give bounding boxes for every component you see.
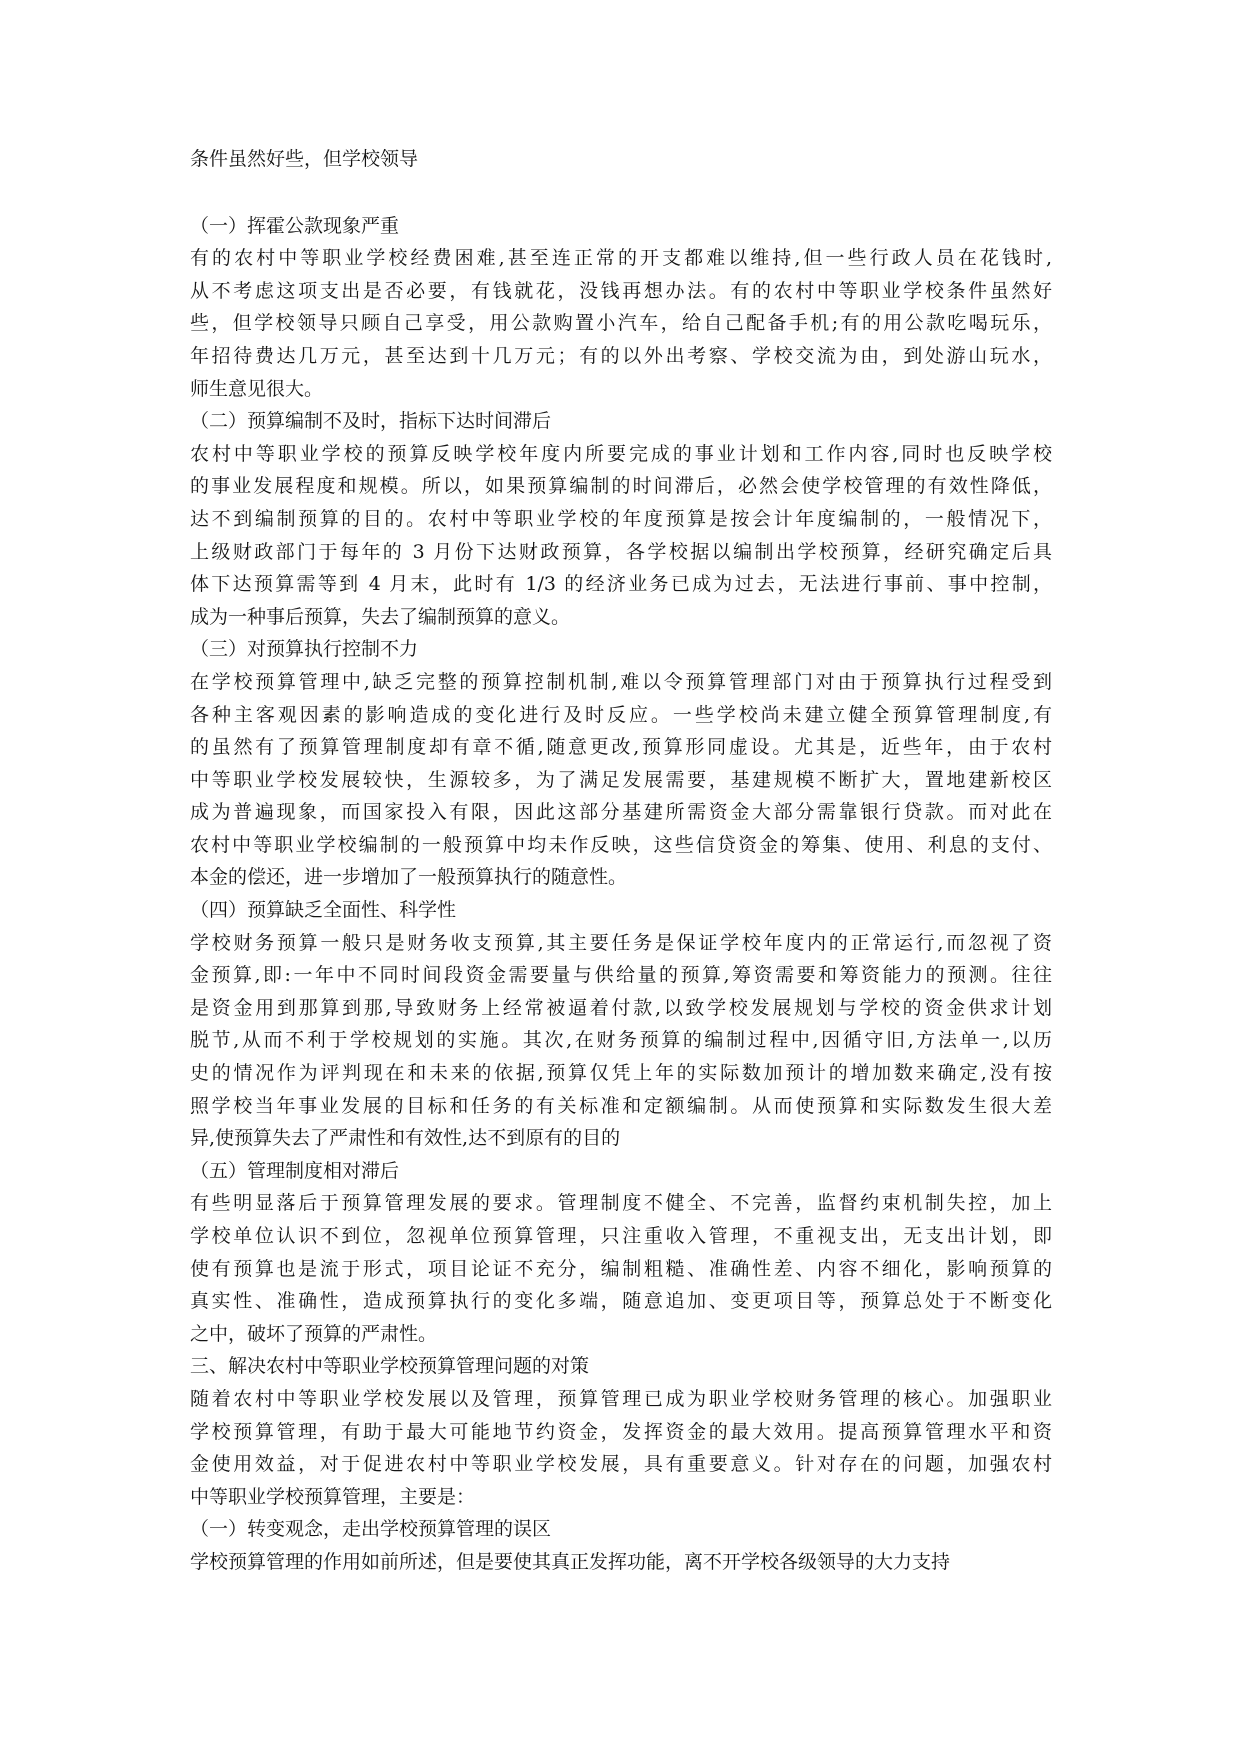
paragraph [190,927,1052,1155]
paragraph [190,1383,1052,1513]
paragraph-line: 师生意见很大。 [190,377,324,400]
paragraph-line: 随着农村中等职业学校发展以及管理，预算管理已成为职业学校财务管理的核心。加强职业 [190,1387,1052,1410]
paragraph-line: 学校财务预算一般只是财务收支预算,其主要任务是保证学校年度内的正常运行,而忽视了资 [190,931,1052,954]
section-heading: （三）对预算执行控制不力 [190,638,419,661]
paragraph-line: 上级财政部门于每年的 3 月份下达财政预算，各学校据以编制出学校预算，经研究确定后具 [190,540,1052,563]
paragraph-line: 照学校当年事业发展的目标和任务的有关标准和定额编制。从而使预算和实际数发生很大差 [190,1094,1052,1117]
paragraph-line: 成为一种事后预算，失去了编制预算的意义。 [190,605,571,628]
paragraph [190,666,1052,894]
paragraph-line: 从不考虑这项支出是否必要，有钱就花，没钱再想办法。有的农村中等职业学校条件虽然好 [190,279,1052,302]
paragraph-line: 各种主客观因素的影响造成的变化进行及时反应。一些学校尚未建立健全预算管理制度,有 [190,703,1052,726]
paragraph-line: 的虽然有了预算管理制度却有章不循,随意更改,预算形同虚设。尤其是，近些年，由于农村 [190,736,1052,759]
spacer [190,176,1052,210]
paragraph-line: 有的农村中等职业学校经费困难,甚至连正常的开支都难以维持,但一些行政人员在花钱时, [190,247,1052,270]
paragraph-line: 金使用效益，对于促进农村中等职业学校发展，具有重要意义。针对存在的问题，加强农村 [190,1453,1052,1476]
paragraph-line: 学校预算管理的作用如前所述，但是要使其真正发挥功能，离不开学校各级领导的大力支持 [190,1550,951,1573]
section-heading: （四）预算缺乏全面性、科学性 [190,899,457,922]
paragraph-line: 农村中等职业学校的预算反映学校年度内所要完成的事业计划和工作内容,同时也反映学校 [190,442,1052,465]
section-heading: （一）转变观念，走出学校预算管理的误区 [190,1518,552,1541]
section-heading: （五）管理制度相对滞后 [190,1159,400,1182]
paragraph-line: 的事业发展程度和规模。所以，如果预算编制的时间滞后，必然会使学校管理的有效性降低， [190,475,1052,498]
paragraph-line: 些，但学校领导只顾自己享受，用公款购置小汽车，给自己配备手机;有的用公款吃喝玩乐， [190,312,1052,335]
paragraph-line: 体下达预算需等到 4 月末，此时有 1/3 的经济业务已成为过去，无法进行事前、事中控制， [190,573,1052,596]
paragraph-line: 成为普遍现象，而国家投入有限，因此这部分基建所需资金大部分需靠银行贷款。而对此在 [190,801,1052,824]
paragraph-line: 学校单位认识不到位，忽视单位预算管理，只注重收入管理，不重视支出，无支出计划，即 [190,1225,1052,1247]
paragraph-line: 学校预算管理，有助于最大可能地节约资金，发挥资金的最大效用。提高预算管理水平和资 [190,1420,1052,1443]
paragraph-line: 达不到编制预算的目的。农村中等职业学校的年度预算是按会计年度编制的，一般情况下， [190,507,1052,530]
paragraph-line: 之中，破坏了预算的严肃性。 [190,1322,438,1345]
paragraph-line: 本金的偿还，进一步增加了一般预算执行的随意性。 [190,866,628,889]
paragraph-line: 异,使预算失去了严肃性和有效性,达不到原有的目的 [190,1127,621,1150]
paragraph-line: 史的情况作为评判现在和未来的依据,预算仅凭上年的实际数加预计的增加数来确定,没有按 [190,1062,1052,1085]
paragraph [190,1546,1052,1579]
paragraph-line: 有些明显落后于预算管理发展的要求。管理制度不健全、不完善，监督约束机制失控，加上 [190,1192,1052,1215]
paragraph-line: 农村中等职业学校编制的一般预算中均未作反映，这些信贷资金的筹集、使用、利息的支付、 [190,833,1052,856]
section-heading: （二）预算编制不及时，指标下达时间滞后 [190,410,552,433]
document-page [190,143,1052,1579]
paragraph-line: 是资金用到那算到那,导致财务上经常被逼着付款,以致学校发展规划与学校的资金供求计划 [190,996,1052,1019]
paragraph-line: 使有预算也是流于形式，项目论证不充分，编制粗糙、准确性差、内容不细化，影响预算的 [190,1257,1052,1280]
paragraph-line: 中等职业学校发展较快，生源较多，为了满足发展需要，基建规模不断扩大，置地建新校区 [190,768,1052,791]
paragraph-line: 年招待费达几万元，甚至达到十几万元；有的以外出考察、学校交流为由，到处游山玩水， [190,344,1052,367]
paragraph-line: 在学校预算管理中,缺乏完整的预算控制机制,难以令预算管理部门对由于预算执行过程受到 [190,670,1052,693]
paragraph-line: 金预算,即:一年中不同时间段资金需要量与供给量的预算,筹资需要和筹资能力的预测。往往 [190,964,1052,987]
top-fragment: 条件虽然好些，但学校领导 [190,148,419,170]
paragraph [190,1187,1052,1350]
section-heading: （一）挥霍公款现象严重 [190,214,400,237]
paragraph-line: 真实性、准确性，造成预算执行的变化多端，随意追加、变更项目等，预算总处于不断变化 [190,1290,1052,1313]
document-body [190,210,1052,1579]
paragraph-line: 脱节,从而不利于学校规划的实施。其次,在财务预算的编制过程中,因循守旧,方法单一,以历 [190,1029,1052,1052]
paragraph-line: 中等职业学校预算管理，主要是： [190,1485,476,1508]
section-heading: 三、解决农村中等职业学校预算管理问题的对策 [190,1355,590,1378]
paragraph [190,438,1052,634]
paragraph [190,242,1052,405]
